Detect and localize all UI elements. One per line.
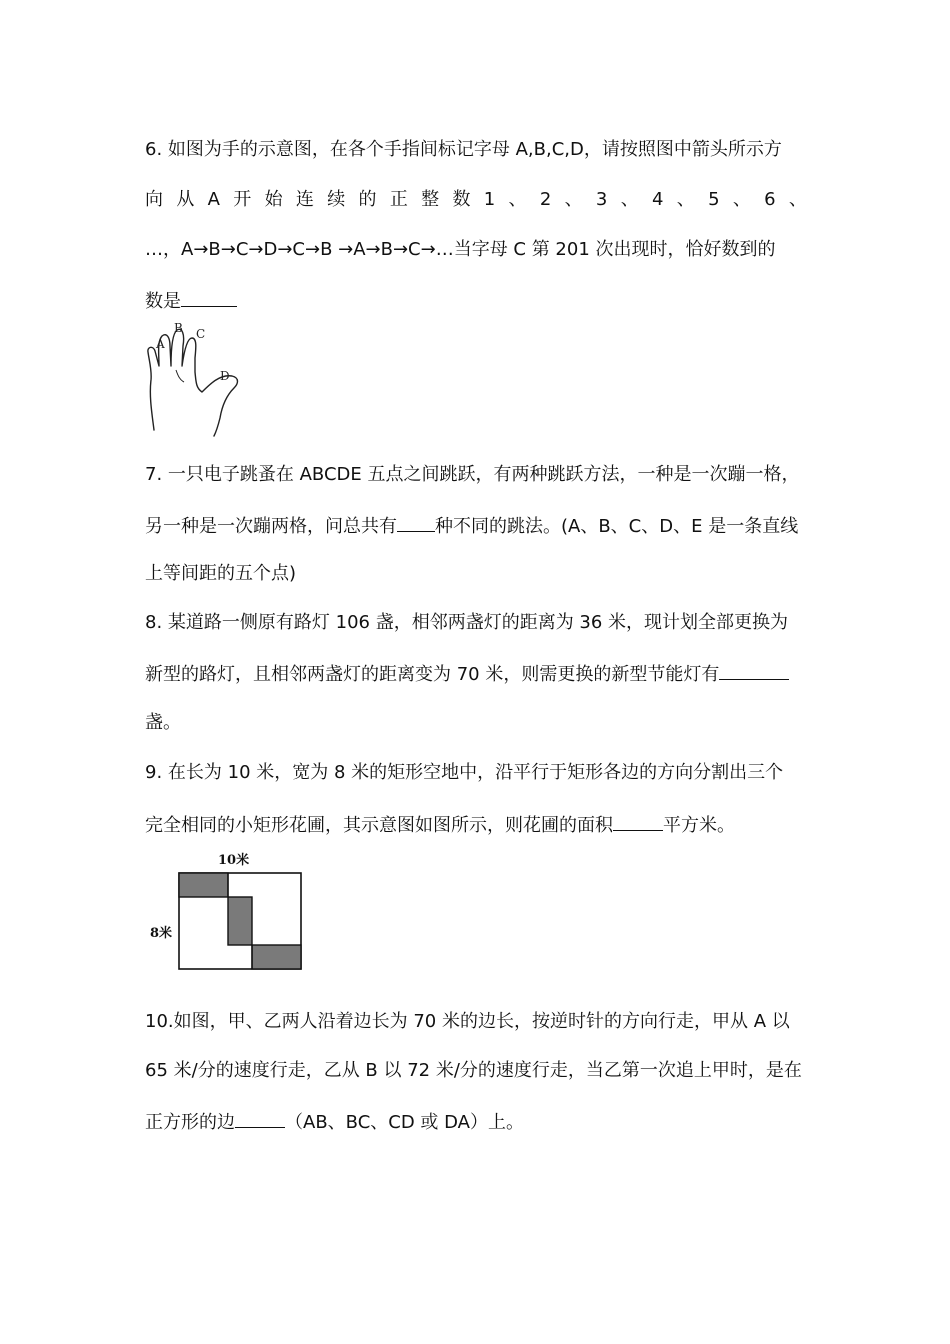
hand-label-d: D	[220, 369, 230, 383]
q10-line-2: 65 米/分的速度行走，乙从 B 以 72 米/分的速度行走，当乙第一次追上甲时，是在	[145, 1060, 802, 1081]
q6-line-2-token: 、	[788, 189, 807, 210]
q6-line-2-token: 、	[732, 189, 751, 210]
q10-line-3-suffix: （AB、BC、CD 或 DA）上。	[285, 1112, 524, 1133]
q6-line-2-token: 续	[327, 189, 346, 210]
flower-bed-2	[228, 897, 252, 945]
hand-label-b: B	[174, 321, 183, 335]
hand-figure	[140, 318, 260, 438]
q10-answer-blank[interactable]	[235, 1109, 285, 1128]
q10-line-3	[145, 1109, 807, 1135]
q6-line-1: 6. 如图为手的示意图，在各个手指间标记字母 A,B,C,D，请按照图中箭头所示方	[145, 139, 782, 160]
q7-line-2	[145, 513, 807, 539]
q6-line-2-token: 正	[389, 189, 408, 210]
q6-line-2-token: 整	[421, 189, 440, 210]
q6-line-3: …，A→B→C→D→C→B →A→B→C→…当字母 C 第 201 次出现时，恰好数到的	[145, 239, 776, 260]
flower-bed-3	[252, 945, 301, 969]
q6-line-2	[145, 188, 807, 212]
q9-line-1: 9. 在长为 10 米，宽为 8 米的矩形空地中，沿平行于矩形各边的方向分割出三个	[145, 762, 784, 783]
hand-label-a: A	[156, 337, 165, 351]
q6-line-2-token: 4	[652, 189, 664, 210]
q7-line-3: 上等间距的五个点)	[145, 563, 297, 584]
q9-line-2-prefix: 完全相同的小矩形花圃，其示意图如图所示，则花圃的面积	[145, 815, 613, 836]
q8-line-2	[145, 661, 807, 687]
q10-line-1: 10.如图，甲、乙两人沿着边长为 70 米的边长，按逆时针的方向行走，甲从 A 以	[145, 1011, 790, 1032]
q6-line-4-prefix: 数是	[145, 291, 181, 312]
q6-line-2-token: 、	[676, 189, 695, 210]
q6-line-2-token: 1	[483, 189, 496, 210]
q8-answer-blank[interactable]	[719, 661, 789, 680]
q10-line-3-prefix: 正方形的边	[145, 1112, 235, 1133]
q6-line-2-token: 连	[295, 189, 314, 210]
q8-line-3: 盏。	[145, 712, 181, 733]
q6-line-2-token: 始	[264, 189, 283, 210]
q6-line-2-token: 5	[708, 189, 720, 210]
q9-answer-blank[interactable]	[613, 812, 663, 831]
rectangle-figure	[140, 848, 310, 974]
q9-line-2-suffix: 平方米。	[663, 815, 735, 836]
hand-crease	[176, 370, 184, 382]
q6-line-4	[145, 288, 807, 314]
q9-line-2	[145, 812, 807, 838]
q7-line-1: 7. 一只电子跳蚤在 ABCDE 五点之间跳跃，有两种跳跃方法，一种是一次蹦一格，	[145, 464, 800, 485]
q6-line-2-token: 向	[145, 189, 163, 210]
flower-bed-1	[179, 873, 228, 897]
figure-side-label: 8米	[150, 926, 173, 941]
q6-line-2-token: 6	[764, 189, 776, 210]
q6-line-2-token: 2	[539, 189, 552, 210]
q6-line-2-token: 数	[452, 189, 471, 210]
q6-line-2-token: 的	[358, 189, 377, 210]
q7-line-2-prefix: 另一种是一次蹦两格，问总共有	[145, 516, 397, 537]
q6-line-2-token: 、	[564, 189, 583, 210]
q7-line-2-suffix: 种不同的跳法。(A、B、C、D、E 是一条直线	[435, 516, 799, 537]
q6-line-2-token: 、	[508, 189, 527, 210]
q8-line-2-prefix: 新型的路灯，且相邻两盏灯的距离变为 70 米，则需更换的新型节能灯有	[145, 664, 720, 685]
q6-line-2-token: 开	[233, 189, 252, 210]
q6-line-2-token: A	[207, 189, 220, 210]
q6-line-2-token: 从	[176, 189, 195, 210]
figure-top-label: 10米	[218, 853, 250, 868]
q6-line-2-token: 3	[595, 189, 608, 210]
q6-answer-blank[interactable]	[181, 288, 237, 307]
hand-label-c: C	[196, 327, 206, 341]
q6-line-2-token: 、	[620, 189, 639, 210]
q7-answer-blank[interactable]	[397, 513, 435, 532]
q8-line-1: 8. 某道路一侧原有路灯 106 盏，相邻两盏灯的距离为 36 米，现计划全部更换为	[145, 612, 789, 633]
